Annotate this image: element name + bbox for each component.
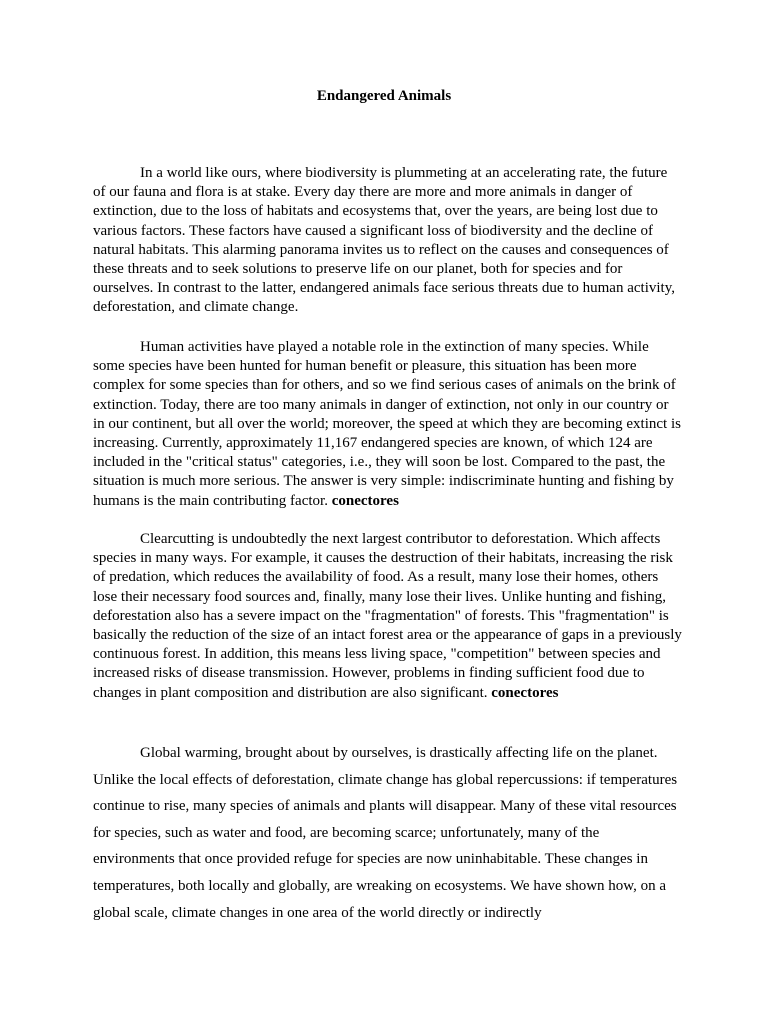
paragraph-text: Human activities have played a notable role in the extinction of many species. While some species have been hunted for human benefit or pleasure, this situation has been more complex for some species than for others, and so we find serious cases of animals on the brink of extinction. Today, there are too many animals in danger of extinction, not only in our country or in our continent, but all over the world; moreover, the speed at which they are becoming extinct is increasing. Currently, approximately 11,167 endangered species are known, of which 124 are included in the "critical status" categories, i.e., they will soon be lost. Compared to the past, the situation is much more serious. The answer is very simple: indiscriminate hunting and fishing by humans is the main contributing factor. <box>93 339 681 509</box>
paragraph-human-activities <box>93 338 683 511</box>
paragraph-global-warming <box>93 740 683 926</box>
paragraph-deforestation <box>93 530 683 703</box>
bold-keyword: conectores <box>491 684 559 701</box>
paragraph-text: Clearcutting is undoubtedly the next largest contributor to deforestation. Which affects species in many ways. For example, it causes the destruction of their habitats, increasing the risk of predation, which reduces the availability of food. As a result, many lose their homes, others lose their necessary food sources and, finally, many lose their lives. Unlike hunting and fishing, deforestation also has a severe impact on the "fragmentation" of forests. This "fragmentation" is basically the reduction of the size of an intact forest area or the appearance of gaps in a previously continuous forest. In addition, this means less living space, "competition" between species and increased risks of disease transmission. However, problems in finding sufficient food due to changes in plant composition and distribution are also significant. <box>93 531 682 701</box>
paragraph-text: Global warming, brought about by ourselves, is drastically affecting life on the planet. Unlike the local effects of deforestation, climate change has global repercussions: if temperatures continue to rise, many species of animals and plants will disappear. Many of these vital resources for species, such as water and food, are becoming scarce; unfortunately, many of the environments that once provided refuge for species are now uninhabitable. These changes in temperatures, both locally and globally, are wreaking on ecosystems. We have shown how, on a global scale, climate changes in one area of the world directly or indirectly <box>93 745 678 921</box>
paragraph-intro <box>93 164 683 318</box>
paragraph-text: In a world like ours, where biodiversity is plummeting at an accelerating rate, the future of our fauna and flora is at stake. Every day there are more and more animals in danger of extinction, due to the loss of habitats and ecosystems that, over the years, are being lost due to various factors. These factors have caused a significant loss of biodiversity and the decline of natural habitats. This alarming panorama invites us to reflect on the causes and consequences of these threats and to seek solutions to preserve life on our planet, both for species and for ourselves. In contrast to the latter, endangered animals face serious threats due to human activity, deforestation, and climate change. <box>93 165 675 316</box>
bold-keyword: conectores <box>331 492 399 509</box>
document-title: Endangered Animals <box>316 88 452 104</box>
